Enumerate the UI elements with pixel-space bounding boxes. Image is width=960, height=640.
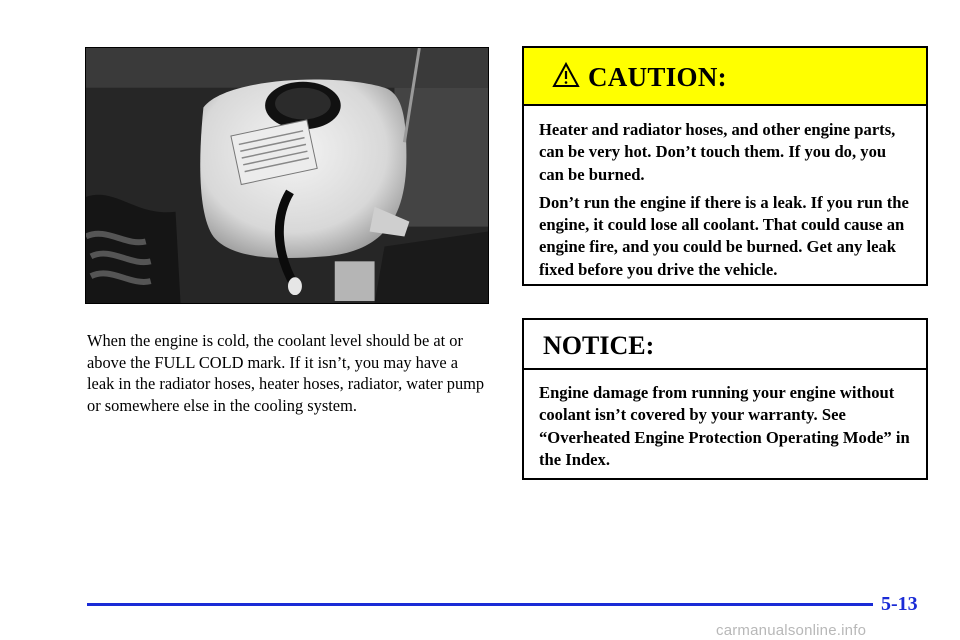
caution-header [524,48,926,106]
footer-rule [87,603,873,606]
warning-triangle-icon [552,62,580,88]
caution-paragraph: Heater and radiator hoses, and other engine parts, can be very hot. Don’t touch them. If you do, you can be burned. [539,120,896,184]
notice-header [524,320,926,370]
watermark: carmanualsonline.info [716,622,867,639]
coolant-level-paragraph: When the engine is cold, the coolant level should be at or above the FULL COLD mark. If it isn’t, you may have a leak in the radiator hoses, heater hoses, radiator, water pump or somewhere else in the cooling system. [87,331,485,415]
caution-box [522,46,928,286]
coolant-reservoir-photo [85,47,489,304]
notice-paragraph: Engine damage from running your engine without coolant isn’t covered by your warranty. See “Overheated Engine Protection Operating Mode” in the Index. [539,383,910,469]
caution-title: CAUTION: [588,62,727,92]
notice-box [522,318,928,480]
caution-paragraph: Don’t run the engine if there is a leak. If you run the engine, it could lose all coolant. That could cause an engine fire, and you could be burned. Get any leak fixed before you drive the vehicle. [539,192,909,279]
notice-title: NOTICE: [543,331,655,360]
page-number: 5-13 [881,593,918,615]
